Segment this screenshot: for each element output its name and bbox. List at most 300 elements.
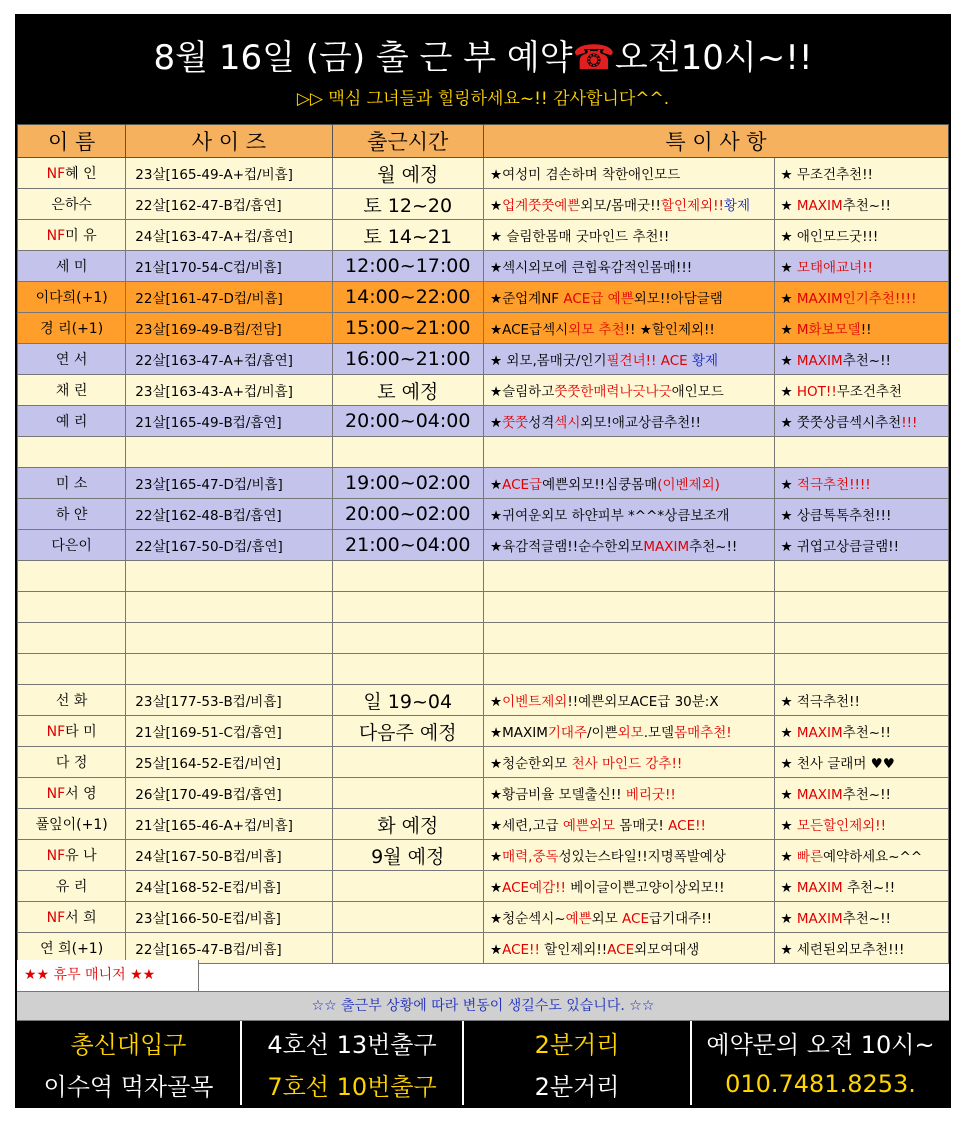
manager-name <box>18 251 126 282</box>
text-segment: 외모!!아담글램 <box>633 291 723 307</box>
text-segment: ACE급 <box>502 477 543 493</box>
manager-recommendation <box>774 654 949 685</box>
text-segment: MAXIM <box>796 353 843 369</box>
manager-size: 25살[164-52-E컵/비연] <box>126 747 332 778</box>
manager-recommendation <box>774 840 949 871</box>
location-footer <box>17 1021 949 1106</box>
text-segment: 빠른 <box>796 849 823 865</box>
manager-note <box>483 282 774 313</box>
text-segment: NF <box>46 910 66 926</box>
text-segment: 예약하세요~^^ <box>823 849 923 865</box>
text-segment: 베리굿!! <box>625 787 676 803</box>
work-time <box>332 654 483 685</box>
text-segment: ★ <box>780 725 797 741</box>
text-segment: 이다희(+1) <box>35 290 108 306</box>
text-segment: 외모 <box>617 725 644 741</box>
text-segment: ★세련,고급 <box>489 818 563 834</box>
manager-note <box>483 561 774 592</box>
manager-recommendation <box>774 685 949 716</box>
manager-name <box>18 530 126 561</box>
text-segment: ★ <box>780 880 797 896</box>
work-time: 19:00~02:00 <box>332 468 483 499</box>
text-segment: 쭛쭛한매력나긋나긋 <box>554 384 672 400</box>
work-time <box>332 933 483 964</box>
manager-size: 23살[169-49-B컵/전담] <box>126 313 332 344</box>
text-segment: 성격 <box>528 415 555 431</box>
text-segment: !!예쁜외모ACE급 30분:X <box>567 694 719 710</box>
text-segment: 예쁜 <box>565 911 592 927</box>
manager-recommendation <box>774 251 949 282</box>
text-segment: 유 리 <box>55 879 88 895</box>
rest-managers-row <box>17 960 949 991</box>
work-time <box>332 747 483 778</box>
manager-size: 23살[163-43-A+컵/비흡] <box>126 375 332 406</box>
table-row <box>18 902 949 933</box>
manager-note <box>483 809 774 840</box>
text-segment: 추천~!! <box>842 787 891 803</box>
text-segment: ACE <box>607 942 635 958</box>
text-segment: !! <box>860 322 872 338</box>
table-row <box>18 530 949 561</box>
table-row <box>18 623 949 654</box>
page-subtitle: ▷▷ 맥심 그녀들과 힐링하세요~!! 감사합니다^^. <box>296 89 670 109</box>
work-time: 15:00~21:00 <box>332 313 483 344</box>
work-time: 다음주 예정 <box>332 716 483 747</box>
text-segment: ACE!! <box>502 942 540 958</box>
manager-name <box>18 592 126 623</box>
rest-managers-label: ★★ 휴무 매니저 ★★ <box>17 960 199 991</box>
text-segment: 선 화 <box>55 693 88 709</box>
text-segment: 다은이 <box>51 538 92 554</box>
table-row <box>18 716 949 747</box>
text-segment: NF <box>46 848 66 864</box>
title-text: 8월 16일 (금) 출 근 부 예약 <box>153 38 573 78</box>
text-segment: 예쁜외모 <box>562 818 616 834</box>
manager-note <box>483 158 774 189</box>
manager-name <box>18 313 126 344</box>
manager-size: 23살[165-49-A+컵/비흡] <box>126 158 332 189</box>
text-segment: 황제 <box>692 353 719 369</box>
text-segment: 다 정 <box>55 755 88 771</box>
text-segment: NF <box>46 228 66 244</box>
table-row <box>18 871 949 902</box>
manager-size: 24살[167-50-B컵/비흡] <box>126 840 332 871</box>
manager-note <box>483 623 774 654</box>
table-row <box>18 840 949 871</box>
manager-size: 24살[163-47-A+컵/흡연] <box>126 220 332 251</box>
text-segment: 쭛쭛 <box>502 415 529 431</box>
manager-name <box>18 437 126 468</box>
text-segment: 타 미 <box>65 724 97 740</box>
work-time: 20:00~04:00 <box>332 406 483 437</box>
text-segment: ★귀여운외모 하얀피부 *^^*상큼보조개 <box>489 508 730 524</box>
text-segment: ★ 외모,몸매굿/인기 <box>489 353 607 369</box>
text-segment: /이쁜 <box>586 725 618 741</box>
manager-name <box>18 406 126 437</box>
manager-recommendation <box>774 189 949 220</box>
manager-recommendation <box>774 902 949 933</box>
text-segment: ★ <box>489 849 503 865</box>
text-segment: 외모!애교상큼추천!! <box>580 415 701 431</box>
manager-name <box>18 654 126 685</box>
manager-name <box>18 623 126 654</box>
phone-number[interactable]: 010.7481.8253. <box>725 1070 916 1098</box>
work-time <box>332 592 483 623</box>
text-segment: ★ <box>780 787 797 803</box>
text-segment: ACE!! <box>668 818 706 834</box>
text-segment: ★청순한외모 <box>489 756 572 772</box>
schedule-body <box>18 125 949 964</box>
manager-size: 21살[169-51-C컵/흡연] <box>126 716 332 747</box>
text-segment: MAXIM인기추천!!!! <box>796 291 917 307</box>
table-header-row <box>18 125 949 158</box>
location-table <box>17 1021 949 1105</box>
text-segment: 세 미 <box>55 259 88 275</box>
text-segment: ★섹시외모에 큰힙육감적인몸매!!! <box>489 260 693 276</box>
manager-size <box>126 437 332 468</box>
text-segment: ★준업계NF <box>489 291 564 307</box>
work-time <box>332 902 483 933</box>
station-2: 이수역 먹자골목 <box>17 1063 241 1105</box>
manager-size: 23살[166-50-E컵/비흡] <box>126 902 332 933</box>
text-segment: 추천~!! <box>842 353 891 369</box>
exit-1: 4호선 13번출구 <box>241 1021 463 1063</box>
manager-size: 23살[165-47-D컵/비흡] <box>126 468 332 499</box>
text-segment: 경 리(+1) <box>40 321 104 337</box>
text-segment: 은하수 <box>51 197 92 213</box>
manager-recommendation <box>774 716 949 747</box>
text-segment: 외모/몸매굿!! <box>580 198 661 214</box>
text-segment: 필견녀!! ACE <box>606 353 688 369</box>
schedule-table <box>17 124 949 964</box>
manager-recommendation <box>774 313 949 344</box>
manager-recommendation <box>774 809 949 840</box>
manager-recommendation <box>774 933 949 964</box>
manager-name <box>18 282 126 313</box>
manager-note <box>483 375 774 406</box>
manager-note <box>483 654 774 685</box>
text-segment: MAXIM <box>796 787 843 803</box>
text-segment: 연 서 <box>55 352 88 368</box>
text-segment: 모태애교녀!! <box>796 260 873 276</box>
work-time <box>332 437 483 468</box>
text-segment: 예쁜외모!!심쿵몸매 <box>542 477 658 493</box>
text-segment: ★ 쭛쭛상큼섹시추천 <box>780 415 902 431</box>
work-time: 16:00~21:00 <box>332 344 483 375</box>
schedule-notice: ☆☆ 출근부 상황에 따라 변동이 생길수도 있습니다. ☆☆ <box>17 991 949 1021</box>
manager-name <box>18 468 126 499</box>
schedule-sheet <box>15 14 951 1108</box>
manager-note <box>483 530 774 561</box>
text-segment: 서 영 <box>65 786 97 802</box>
text-segment: MAXIM <box>796 725 843 741</box>
manager-size: 21살[165-46-A+컵/비흡] <box>126 809 332 840</box>
manager-name <box>18 902 126 933</box>
text-segment: ★ 천사 글래머 ♥♥ <box>780 756 895 772</box>
text-segment: 할인제외!! <box>539 942 608 958</box>
manager-recommendation <box>774 158 949 189</box>
text-segment: 모든할인제외!! <box>796 818 886 834</box>
manager-recommendation <box>774 220 949 251</box>
table-row <box>18 685 949 716</box>
manager-name <box>18 840 126 871</box>
manager-name <box>18 189 126 220</box>
table-row <box>18 437 949 468</box>
text-segment: ★ <box>489 880 503 896</box>
manager-recommendation <box>774 530 949 561</box>
text-segment: ★ <box>780 818 797 834</box>
work-time: 화 예정 <box>332 809 483 840</box>
text-segment: 급기대주!! <box>649 911 712 927</box>
table-row <box>18 747 949 778</box>
text-segment: ★ <box>489 694 503 710</box>
text-segment: !! ★할인제외!! <box>624 322 715 338</box>
text-segment: ★슬림하고 <box>489 384 555 400</box>
table-row <box>18 375 949 406</box>
text-segment: ★ 애인모드굿!!! <box>780 229 879 245</box>
manager-size: 22살[165-47-B컵/비흡] <box>126 933 332 964</box>
location-row-2 <box>17 1063 949 1105</box>
table-row <box>18 220 949 251</box>
text-segment: 할인제외!! <box>660 198 724 214</box>
text-segment: ★ <box>780 911 797 927</box>
table-row <box>18 406 949 437</box>
manager-recommendation <box>774 561 949 592</box>
manager-recommendation <box>774 437 949 468</box>
text-segment: ★ 슬림한몸매 굿마인드 추천!! <box>489 229 670 245</box>
manager-name <box>18 716 126 747</box>
manager-note <box>483 902 774 933</box>
manager-size <box>126 623 332 654</box>
text-segment: ★MAXIM <box>489 725 548 741</box>
text-segment: 애인모드 <box>671 384 724 400</box>
work-time: 월 예정 <box>332 158 483 189</box>
manager-note <box>483 778 774 809</box>
text-segment: 미 유 <box>65 228 97 244</box>
text-segment: ★ <box>489 942 503 958</box>
text-segment: ACE <box>622 911 649 927</box>
text-segment: 무조건추천 <box>836 384 902 400</box>
manager-note <box>483 840 774 871</box>
text-segment: 섹시 <box>554 415 581 431</box>
phone-icon: ☎ <box>572 38 615 78</box>
manager-name <box>18 809 126 840</box>
text-segment: 추천~!! <box>689 539 738 555</box>
text-segment: 기대주 <box>547 725 587 741</box>
text-segment: 매력,중독 <box>502 849 559 865</box>
manager-size <box>126 561 332 592</box>
text-segment: 몸매굿! <box>615 818 669 834</box>
text-segment: !!! <box>901 415 918 431</box>
text-segment: ★ <box>780 198 797 214</box>
table-row <box>18 313 949 344</box>
text-segment: ★ 세련된외모추천!!! <box>780 942 905 958</box>
manager-recommendation <box>774 468 949 499</box>
text-segment: ★ 적극추천!! <box>780 694 860 710</box>
manager-note <box>483 406 774 437</box>
work-time <box>332 778 483 809</box>
station-1: 총신대입구 <box>17 1021 241 1063</box>
manager-name <box>18 158 126 189</box>
manager-size <box>126 592 332 623</box>
manager-size: 24살[168-52-E컵/비흡] <box>126 871 332 902</box>
manager-recommendation <box>774 871 949 902</box>
table-row <box>18 561 949 592</box>
manager-size: 21살[165-49-B컵/흡연] <box>126 406 332 437</box>
table-row <box>18 809 949 840</box>
manager-size: 23살[177-53-B컵/비흡] <box>126 685 332 716</box>
text-segment: 적극추천!!!! <box>796 477 871 493</box>
manager-recommendation <box>774 499 949 530</box>
text-segment: 연 희(+1) <box>40 941 104 957</box>
manager-name <box>18 344 126 375</box>
text-segment: 황제 <box>723 198 751 214</box>
manager-note <box>483 685 774 716</box>
manager-name <box>18 778 126 809</box>
manager-size: 22살[161-47-D컵/비흡] <box>126 282 332 313</box>
work-time <box>332 561 483 592</box>
text-segment: MAXIM <box>796 198 843 214</box>
manager-name <box>18 747 126 778</box>
text-segment: MAXIM <box>796 911 843 927</box>
text-segment: ★여성미 겸손하며 착한애인모드 <box>489 167 681 183</box>
work-time: 21:00~04:00 <box>332 530 483 561</box>
text-segment: ★ <box>489 477 503 493</box>
col-header-size: 사 이 즈 <box>126 125 332 158</box>
work-time: 토 12~20 <box>332 189 483 220</box>
work-time: 토 14~21 <box>332 220 483 251</box>
text-segment: 업계쭛쭛예쁜 <box>502 198 581 214</box>
manager-note <box>483 871 774 902</box>
manager-recommendation <box>774 592 949 623</box>
text-segment: 추천~!! <box>842 725 891 741</box>
table-row <box>18 189 949 220</box>
table-row <box>18 933 949 964</box>
text-segment: ★ <box>780 477 797 493</box>
text-segment: 풀잎이(+1) <box>35 817 108 833</box>
manager-size: 22살[167-50-D컵/흡연] <box>126 530 332 561</box>
manager-size: 21살[170-54-C컵/비흡] <box>126 251 332 282</box>
manager-note <box>483 313 774 344</box>
manager-name <box>18 933 126 964</box>
text-segment: 예 리 <box>55 414 88 430</box>
text-segment: MAXIM <box>643 539 690 555</box>
manager-size: 22살[163-47-A+컵/흡연] <box>126 344 332 375</box>
distance-1: 2분거리 <box>463 1021 691 1063</box>
text-segment: 혜 인 <box>65 166 97 182</box>
text-segment: ★ <box>780 353 797 369</box>
manager-name <box>18 871 126 902</box>
text-segment: 채 린 <box>55 383 88 399</box>
table-row <box>18 468 949 499</box>
work-time: 토 예정 <box>332 375 483 406</box>
text-segment: 추천~!! <box>842 911 891 927</box>
text-segment: ★ <box>489 415 503 431</box>
manager-note <box>483 344 774 375</box>
manager-recommendation <box>774 344 949 375</box>
text-segment: ★육감적글램!!순수한외모 <box>489 539 644 555</box>
manager-recommendation <box>774 778 949 809</box>
text-segment: ★청순섹시~ <box>489 911 566 927</box>
col-header-name: 이 름 <box>18 125 126 158</box>
work-time: 14:00~22:00 <box>332 282 483 313</box>
text-segment: NF <box>46 166 66 182</box>
location-row-1 <box>17 1021 949 1063</box>
text-segment: NF <box>46 724 66 740</box>
table-row <box>18 251 949 282</box>
manager-size: 26살[170-49-B컵/흡연] <box>126 778 332 809</box>
text-segment: 천사 마인드 강추!! <box>571 756 683 772</box>
text-segment: ★ <box>780 849 797 865</box>
table-row <box>18 158 949 189</box>
manager-name <box>18 220 126 251</box>
text-segment: ★ <box>489 198 503 214</box>
manager-recommendation <box>774 747 949 778</box>
text-segment: NF <box>46 786 66 802</box>
manager-size <box>126 654 332 685</box>
text-segment: 외모 <box>591 911 623 927</box>
table-row <box>18 499 949 530</box>
page-title <box>17 30 949 79</box>
manager-note <box>483 189 774 220</box>
table-row <box>18 282 949 313</box>
text-segment: 유 나 <box>65 848 97 864</box>
text-segment: HOT!! <box>796 384 837 400</box>
distance-2: 2분거리 <box>463 1063 691 1105</box>
text-segment: ★ <box>780 322 797 338</box>
title-banner <box>17 16 949 124</box>
text-segment: ★ 귀엽고상큼글램!! <box>780 539 900 555</box>
manager-note <box>483 933 774 964</box>
work-time <box>332 623 483 654</box>
text-segment: ACE예감!! <box>502 880 566 896</box>
work-time: 12:00~17:00 <box>332 251 483 282</box>
manager-note <box>483 220 774 251</box>
manager-name <box>18 499 126 530</box>
reservation-hours: 예약문의 오전 10시~ <box>706 1030 935 1059</box>
text-segment: 외모여대생 <box>634 942 700 958</box>
manager-note <box>483 747 774 778</box>
text-segment: M화보모델 <box>796 322 861 338</box>
text-segment: (이벤제외) <box>657 477 720 493</box>
manager-size: 22살[162-47-B컵/흡연] <box>126 189 332 220</box>
manager-recommendation <box>774 282 949 313</box>
manager-name <box>18 685 126 716</box>
manager-note <box>483 592 774 623</box>
text-segment: 이벤트제외 <box>502 694 568 710</box>
text-segment: 추천~!! <box>842 880 896 896</box>
text-segment: ★ 무조건추천!! <box>780 167 873 183</box>
text-segment: ACE급 예쁜 <box>563 291 634 307</box>
manager-name <box>18 561 126 592</box>
text-segment: 몸매추천! <box>674 725 732 741</box>
text-segment: 미 소 <box>55 476 88 492</box>
text-segment: ★ 상큼톡톡추천!!! <box>780 508 892 524</box>
manager-size: 22살[162-48-B컵/흡연] <box>126 499 332 530</box>
text-segment: MAXIM <box>796 880 843 896</box>
work-time <box>332 871 483 902</box>
table-row <box>18 654 949 685</box>
col-header-notes: 특 이 사 항 <box>483 125 948 158</box>
text-segment: 성있는스타일!!지명폭발예상 <box>558 849 726 865</box>
manager-note <box>483 716 774 747</box>
work-time: 20:00~02:00 <box>332 499 483 530</box>
manager-note <box>483 468 774 499</box>
text-segment: ★ACE급섹시 <box>489 322 569 338</box>
text-segment: 외모 추천 <box>568 322 625 338</box>
work-time: 일 19~04 <box>332 685 483 716</box>
col-header-time: 출근시간 <box>332 125 483 158</box>
